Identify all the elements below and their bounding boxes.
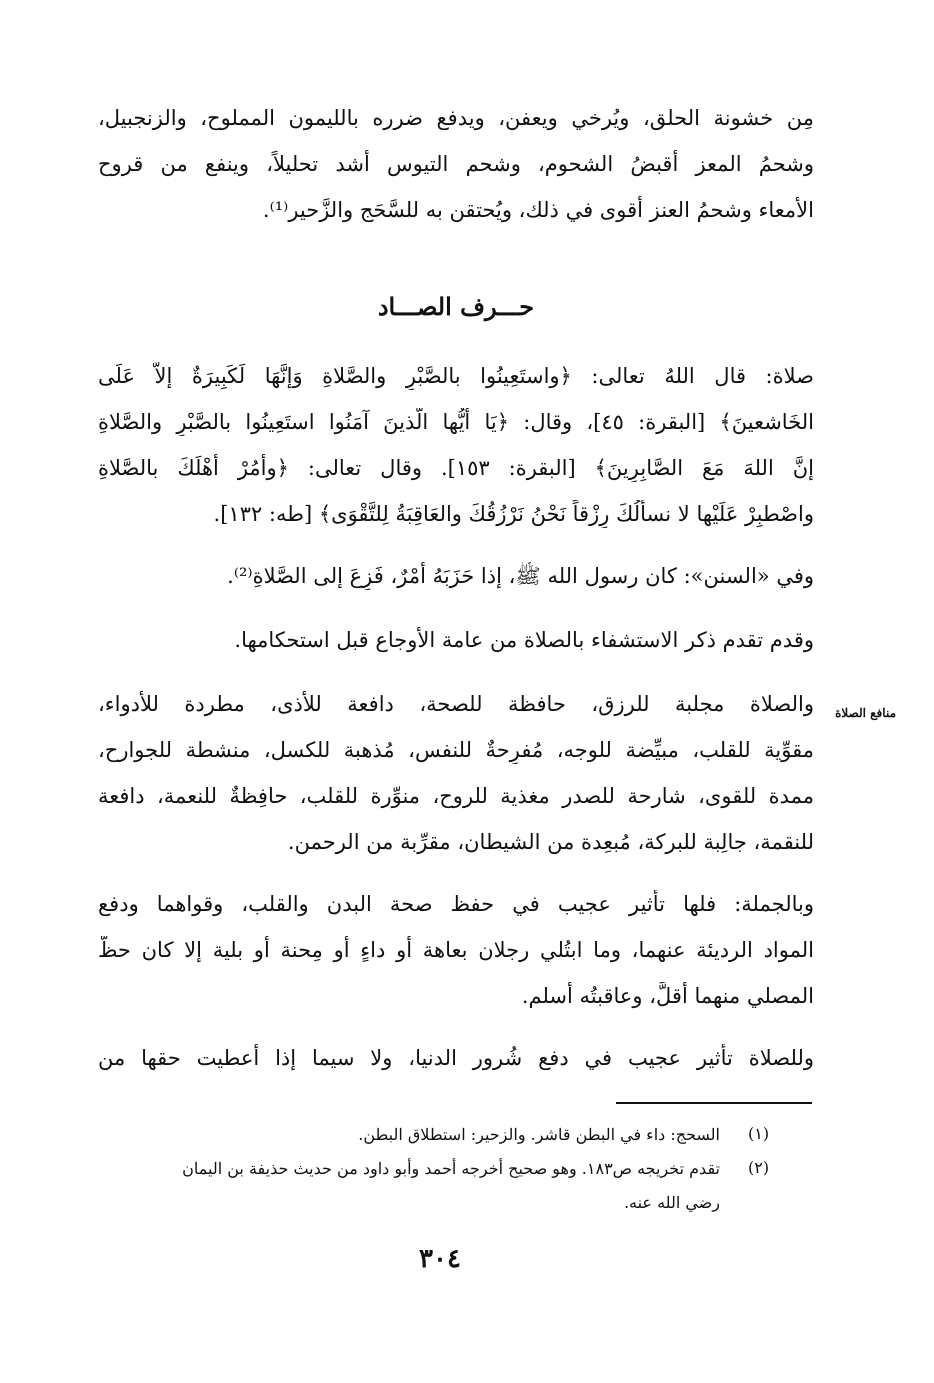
body-line: وللصلاة تأثير عجيب في دفع شُرور الدنيا، ولا سيما إذا أُعطيت حقها من: [98, 1046, 814, 1070]
body-line: وشحمُ المعز أقبضُ الشحوم، وشحم التيوس أشد تحليلاً، وينفع من قروح: [98, 152, 814, 176]
body-line: المواد الرديئة عنهما، وما ابتُلي رجلان بعاهة أو داءٍ أو مِحنة أو بلية إلا كان حظُّ: [98, 938, 814, 962]
body-line: وبالجملة: فلها تأثير عجيب في حفظ صحة البدن والقلب، وقواهما ودفع: [98, 892, 814, 916]
body-line: واصْطبِرْ عَلَيْها لا نسأَلُكَ رِزْقاً نَحْنُ نَرْزُقُكَ والعَاقِبَةُ لِلتَّقْوَى﴾ [طه: ١٣٢].: [213, 502, 814, 526]
body-line: والصلاة مجلبة للرزق، حافظة للصحة، دافعة للأذى، مطردة للأدواء،: [98, 692, 814, 716]
body-line: وقدم تقدم ذكر الاستشفاء بالصلاة من عامة الأوجاع قبل استحكامها.: [234, 628, 814, 652]
body-line: مِن خشونة الحلق، ويُرخي ويعفن، ويدفع ضرره بالليمون المملوح، والزنجبيل،: [98, 106, 814, 130]
body-line: الخَاشعينَ﴾ [البقرة: ٤٥]، وقال: ﴿يَا أيُّها الَّذينَ آمَنُوا استَعِينُوا بالصَّبْرِ والصَّلاةِ: [98, 410, 814, 434]
body-line: ممدة للقوى، شارحة للصدر مغذية للروح، منوِّرة للقلب، حافِظةٌ للنعمة، دافعة: [98, 784, 814, 808]
footnote-number: (٢): [748, 1158, 770, 1177]
body-line: المصلي منهما أقلَّ، وعاقبتُه أسلم.: [521, 984, 814, 1008]
body-line: وفي «السنن»: كان رسول الله ﷺ، إذا حَزَبَهُ أمْرٌ، فَزِعَ إلى الصَّلاةِ⁽²⁾.: [227, 564, 814, 588]
footnote-text: تقدم تخريجه ص١٨٣. وهو صحيح أخرجه أحمد وأبو داود من حديث حذيفة بن اليمان: [182, 1159, 720, 1178]
body-line: إنَّ اللهَ مَعَ الصَّابِرِينَ﴾ [البقرة: ١٥٣]. وقال تعالى: ﴿وأمُرْ أهْلَكَ بالصَّلاةِ: [98, 456, 814, 480]
footnote-text: رضي الله عنه.: [623, 1193, 720, 1212]
footnote-number: (١): [748, 1124, 770, 1143]
section-heading: حـــرف الصـــاد: [377, 292, 535, 321]
footnote-text: السحج: داء في البطن قاشر. والزحير: استطلاق البطن.: [358, 1125, 720, 1144]
body-line: مقوِّية للقلب، مبيِّضة للوجه، مُفرِحةٌ للنفس، مُذهبة للكسل، منشطة للجوارح،: [98, 738, 814, 762]
page-number: ٣٠٤: [419, 1244, 461, 1274]
margin-note: منافع الصلاة: [835, 706, 896, 720]
body-line: صلاة: قال اللهُ تعالى: ﴿واستَعِينُوا بالصَّبْرِ والصَّلاةِ وَإنَّهَا لَكَبِيرَةٌ إلاَّ عَلَى: [98, 364, 814, 388]
footnote-divider: [616, 1102, 812, 1104]
body-line: للنقمة، جالِبة للبركة، مُبعِدة من الشيطان، مقرِّبة من الرحمن.: [287, 830, 814, 854]
body-line: الأمعاء وشحمُ العنز أقوى في ذلك، ويُحتقن به للسَّحَج والزَّحير⁽¹⁾.: [262, 198, 814, 222]
